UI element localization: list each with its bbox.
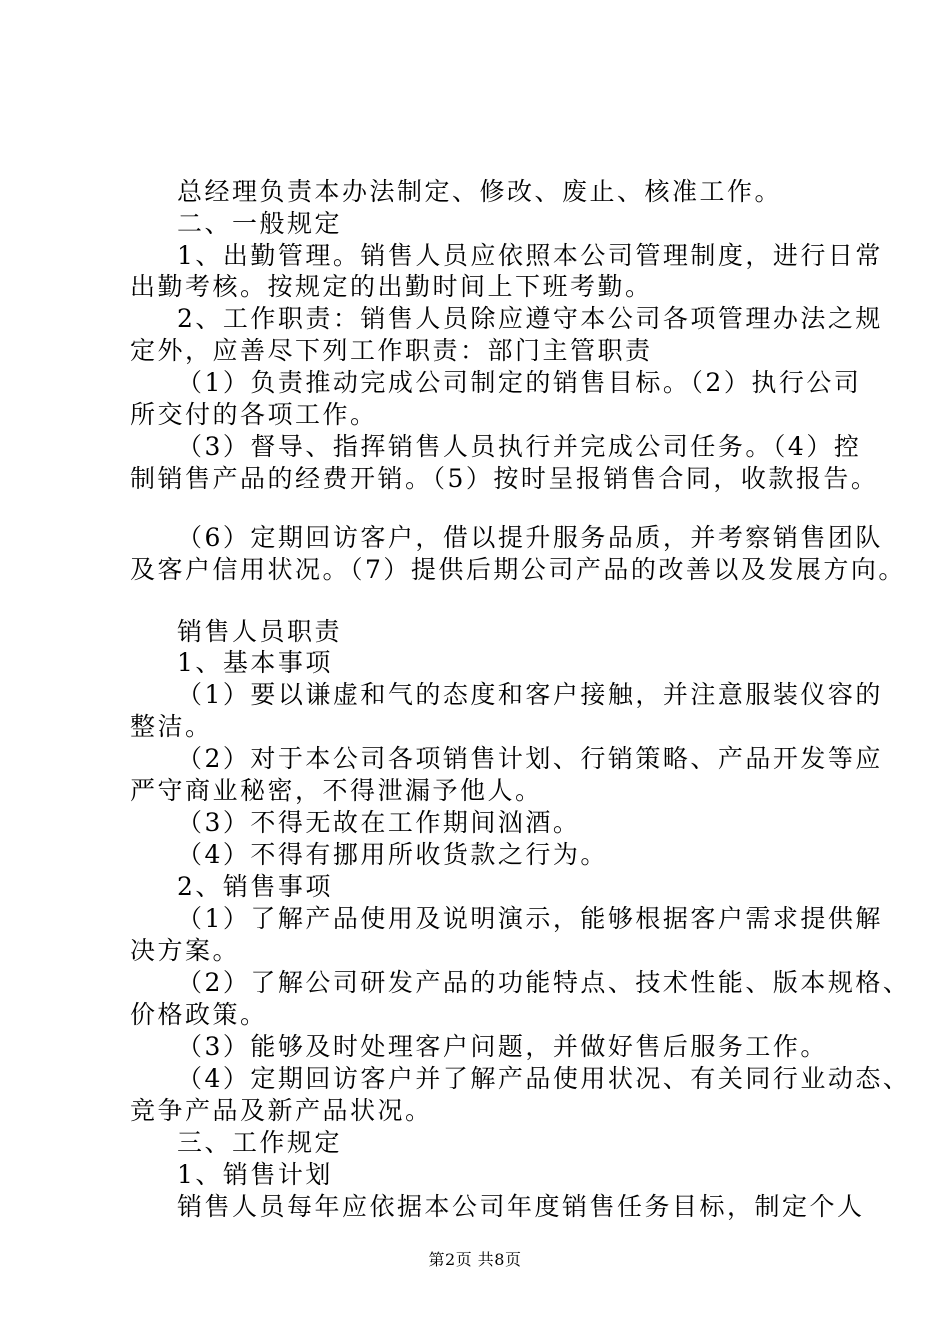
text-line: （4）定期回访客户并了解产品使用状况、有关同行业动态、 <box>177 1064 911 1093</box>
text-line: （3）不得无故在工作期间汹酒。 <box>177 808 581 837</box>
text-line: 竞争产品及新产品状况。 <box>130 1096 433 1125</box>
section-heading: 三、工作规定 <box>177 1128 343 1157</box>
text-line: （1）要以谦虚和气的态度和客户接触，并注意服装仪容的 <box>177 680 883 709</box>
subsection-heading: 1、销售计划 <box>177 1160 333 1189</box>
text-line: 整洁。 <box>130 712 213 741</box>
text-line: （2）了解公司研发产品的功能特点、技术性能、版本规格、 <box>177 968 911 997</box>
text-line: 制销售产品的经费开销。（5）按时呈报销售合同，收款报告。 <box>130 464 879 493</box>
text-line: 决方案。 <box>130 936 241 965</box>
text-line: （6）定期回访客户，借以提升服务品质，并考察销售团队 <box>177 523 883 552</box>
text-line: 总经理负责本办法制定、修改、废止、核准工作。 <box>177 177 783 206</box>
text-line: 1、出勤管理。销售人员应依照本公司管理制度，进行日常 <box>177 241 883 270</box>
text-line: （2）对于本公司各项销售计划、行销策略、产品开发等应 <box>177 744 883 773</box>
section-heading: 二、一般规定 <box>177 209 343 238</box>
text-line: （1）了解产品使用及说明演示，能够根据客户需求提供解 <box>177 904 883 933</box>
text-line: （4）不得有挪用所收货款之行为。 <box>177 840 608 869</box>
subsection-heading: 2、销售事项 <box>177 872 333 901</box>
text-line: 定外，应善尽下列工作职责：部门主管职责 <box>130 336 653 365</box>
text-line: （3）能够及时处理客户问题，并做好售后服务工作。 <box>177 1032 828 1061</box>
text-line: 出勤考核。按规定的出勤时间上下班考勤。 <box>130 272 653 301</box>
text-line: 价格政策。 <box>130 1000 268 1029</box>
text-line: 严守商业秘密，不得泄漏予他人。 <box>130 776 543 805</box>
page-footer: 第2页 共8页 <box>428 1250 522 1269</box>
text-line: （3）督导、指挥销售人员执行并完成公司任务。（4）控 <box>177 432 862 461</box>
text-line: 及客户信用状况。（7）提供后期公司产品的改善以及发展方向。 <box>130 555 906 584</box>
subsection-heading: 1、基本事项 <box>177 648 333 677</box>
text-line: 销售人员每年应依据本公司年度销售任务目标，制定个人 <box>177 1192 865 1221</box>
text-line: （1）负责推动完成公司制定的销售目标。（2）执行公司 <box>177 368 862 397</box>
text-line: 2、工作职责：销售人员除应遵守本公司各项管理办法之规 <box>177 304 883 333</box>
text-line: 所交付的各项工作。 <box>130 400 378 429</box>
section-heading: 销售人员职责 <box>177 617 343 646</box>
